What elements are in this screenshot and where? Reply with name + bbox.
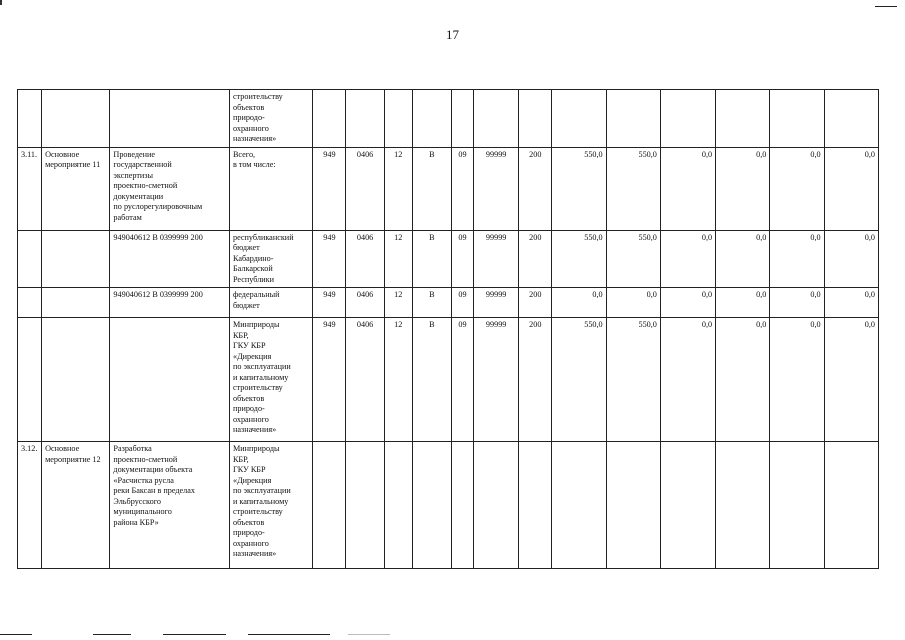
year-2-amount-cell: 0,0 [660, 318, 715, 442]
expense-type-cell [519, 90, 552, 148]
subprogram-code-cell: В [412, 318, 451, 442]
item-number-cell [18, 90, 42, 148]
year-2-amount-cell [660, 90, 715, 148]
activity-type-cell [42, 90, 110, 148]
grbs-code-cell: 949 [313, 147, 346, 230]
activity-code-cell: 09 [451, 147, 473, 230]
program-code-cell: 12 [384, 230, 412, 288]
year-1-amount-cell: 550,0 [606, 230, 660, 288]
section-code-cell: 0406 [346, 288, 384, 318]
table-row [18, 90, 879, 148]
year-1-amount-cell: 0,0 [606, 288, 660, 318]
year-4-amount-cell [770, 442, 824, 569]
year-3-amount-cell [716, 442, 770, 569]
program-activities-table [17, 89, 879, 569]
activity-code-cell: 09 [451, 230, 473, 288]
activity-name-cell: 949040612 В 0399999 200 [110, 230, 230, 288]
year-4-amount-cell: 0,0 [770, 288, 824, 318]
section-code-cell [346, 90, 384, 148]
table-row [18, 230, 879, 288]
year-2-amount-cell [660, 442, 715, 569]
section-code-cell: 0406 [346, 318, 384, 442]
subprogram-code-cell [412, 90, 451, 148]
program-code-cell: 12 [384, 288, 412, 318]
target-code-cell: 99999 [474, 147, 519, 230]
item-number-cell [18, 318, 42, 442]
year-5-amount-cell: 0,0 [824, 288, 878, 318]
section-code-cell: 0406 [346, 230, 384, 288]
year-2-amount-cell: 0,0 [660, 230, 715, 288]
table-row [18, 318, 879, 442]
subprogram-code-cell: В [412, 147, 451, 230]
activity-name-cell [110, 90, 230, 148]
table-row [18, 288, 879, 318]
scan-corner-mark [0, 0, 2, 5]
program-code-cell [384, 90, 412, 148]
year-4-amount-cell: 0,0 [770, 230, 824, 288]
section-code-cell: 0406 [346, 147, 384, 230]
scan-line [0, 634, 32, 635]
year-4-amount-cell [770, 90, 824, 148]
activity-code-cell [451, 442, 473, 569]
grbs-code-cell [313, 90, 346, 148]
activity-name-cell: Разработка проектно-сметной документации объекта «Расчистка русла реки Баксан в пределах Эльбрусского муниципального района КБР» [110, 442, 230, 569]
year-3-amount-cell: 0,0 [716, 230, 770, 288]
item-number-cell [18, 230, 42, 288]
activity-type-cell: Основное мероприятие 11 [42, 147, 110, 230]
year-5-amount-cell [824, 90, 878, 148]
activity-type-cell [42, 288, 110, 318]
target-code-cell [474, 442, 519, 569]
page-number: 17 [446, 27, 459, 42]
item-number-cell: 3.11. [18, 147, 42, 230]
activity-code-cell: 09 [451, 318, 473, 442]
responsible-executor-cell: Минприроды КБР, ГКУ КБР «Дирекция по эксплуатации и капитальному строительству объектов природо- охранного назначения» [229, 442, 312, 569]
year-5-amount-cell: 0,0 [824, 230, 878, 288]
expense-type-cell: 200 [519, 318, 552, 442]
year-2-amount-cell: 0,0 [660, 147, 715, 230]
year-1-amount-cell: 550,0 [606, 318, 660, 442]
target-code-cell [474, 90, 519, 148]
grbs-code-cell: 949 [313, 230, 346, 288]
program-code-cell [384, 442, 412, 569]
grbs-code-cell [313, 442, 346, 569]
responsible-executor-cell: Всего, в том числе: [229, 147, 312, 230]
total-amount-cell: 0,0 [552, 288, 606, 318]
year-1-amount-cell: 550,0 [606, 147, 660, 230]
total-amount-cell [552, 442, 606, 569]
item-number-cell: 3.12. [18, 442, 42, 569]
expense-type-cell [519, 442, 552, 569]
year-4-amount-cell: 0,0 [770, 147, 824, 230]
subprogram-code-cell [412, 442, 451, 569]
year-1-amount-cell [606, 442, 660, 569]
scan-line [348, 634, 390, 635]
year-5-amount-cell [824, 442, 878, 569]
total-amount-cell: 550,0 [552, 230, 606, 288]
total-amount-cell [552, 90, 606, 148]
grbs-code-cell: 949 [313, 288, 346, 318]
table-row [18, 147, 879, 230]
scan-line [248, 634, 330, 635]
expense-type-cell: 200 [519, 230, 552, 288]
scan-line [163, 634, 226, 635]
year-1-amount-cell [606, 90, 660, 148]
expense-type-cell: 200 [519, 288, 552, 318]
activity-code-cell: 09 [451, 288, 473, 318]
activity-type-cell [42, 318, 110, 442]
year-2-amount-cell: 0,0 [660, 288, 715, 318]
activity-name-cell: Проведение государственной экспертизы проектно-сметной документации по руслорегулировочным работам [110, 147, 230, 230]
activity-type-cell [42, 230, 110, 288]
year-3-amount-cell [716, 90, 770, 148]
total-amount-cell: 550,0 [552, 147, 606, 230]
section-code-cell [346, 442, 384, 569]
total-amount-cell: 550,0 [552, 318, 606, 442]
responsible-executor-cell: Минприроды КБР, ГКУ КБР «Дирекция по эксплуатации и капитальному строительству объектов природо- охранного назначения» [229, 318, 312, 442]
year-3-amount-cell: 0,0 [716, 147, 770, 230]
responsible-executor-cell: республиканский бюджет Кабардино- Балкарской Республики [229, 230, 312, 288]
activity-type-cell: Основное мероприятие 12 [42, 442, 110, 569]
target-code-cell: 99999 [474, 318, 519, 442]
grbs-code-cell: 949 [313, 318, 346, 442]
year-5-amount-cell: 0,0 [824, 147, 878, 230]
activity-name-cell [110, 318, 230, 442]
year-3-amount-cell: 0,0 [716, 288, 770, 318]
item-number-cell [18, 288, 42, 318]
activity-code-cell [451, 90, 473, 148]
year-5-amount-cell: 0,0 [824, 318, 878, 442]
scan-line [875, 6, 897, 7]
target-code-cell: 99999 [474, 230, 519, 288]
activity-name-cell: 949040612 В 0399999 200 [110, 288, 230, 318]
year-3-amount-cell: 0,0 [716, 318, 770, 442]
expense-type-cell: 200 [519, 147, 552, 230]
program-code-cell: 12 [384, 147, 412, 230]
responsible-executor-cell: федеральный бюджет [229, 288, 312, 318]
responsible-executor-cell: строительству объектов природо- охранного назначения» [229, 90, 312, 148]
subprogram-code-cell: В [412, 288, 451, 318]
table-row [18, 442, 879, 569]
year-4-amount-cell: 0,0 [770, 318, 824, 442]
program-code-cell: 12 [384, 318, 412, 442]
target-code-cell: 99999 [474, 288, 519, 318]
scan-line [93, 634, 131, 635]
subprogram-code-cell: В [412, 230, 451, 288]
